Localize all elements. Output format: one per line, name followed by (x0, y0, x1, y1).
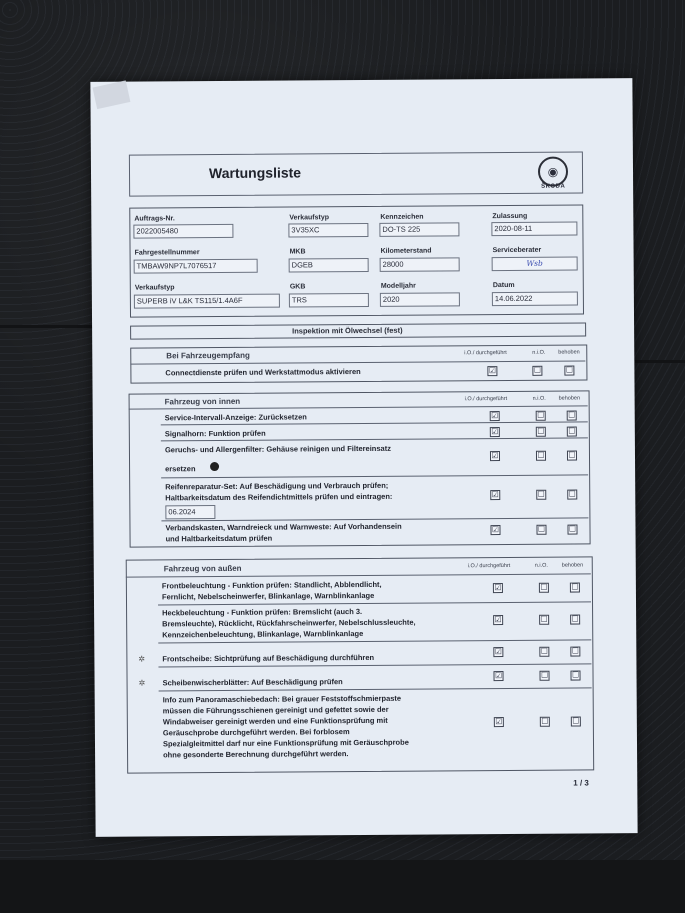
col-fixed-header: behoben (558, 349, 580, 356)
checkbox-nio[interactable]: ☐ (541, 716, 549, 726)
checkbox-fixed[interactable]: ☐ (565, 365, 574, 375)
row-scheibenwischer: Scheibenwischerblätter: Auf Beschädigung prüfen (162, 677, 343, 688)
checkbox-done-checked[interactable]: ☑ (491, 490, 499, 500)
row-panorama-cont4: Spezialgleitmittel darf nur eine Funktionsprüfung mit Geräuschprobe (162, 737, 409, 749)
gkb-label: GKB (289, 283, 306, 291)
row-service-intervall: Service-Intervall-Anzeige: Zurücksetzen (164, 412, 307, 423)
checkbox-fixed[interactable]: ☐ (571, 646, 579, 656)
section-empfang-title: Bei Fahrzeugempfang (166, 350, 250, 361)
maintenance-sheet (90, 78, 637, 837)
bullet-icon: ✲ (138, 678, 146, 688)
auftrag-value: 2022005480 (133, 224, 233, 239)
kennzeichen-label: Kennzeichen (380, 213, 424, 221)
tape (92, 80, 130, 109)
bullet-icon: ✲ (138, 654, 146, 664)
checkbox-nio[interactable]: ☐ (540, 614, 548, 624)
checkbox-nio[interactable]: ☐ (537, 410, 545, 420)
row-frontbeleuchtung: Frontbeleuchtung - Funktion prüfen: Standlicht, Abblendlicht, (161, 579, 382, 591)
km-label: Kilometerstand (380, 247, 432, 255)
checkbox-done-checked[interactable]: ☑ (494, 615, 502, 625)
row-heckbeleuchtung: Heckbeleuchtung - Funktion prüfen: Bremslicht (auch 3. (162, 607, 363, 618)
fgst-value: TMBAW9NP7L7076517 (134, 259, 258, 274)
seat-seam (635, 360, 685, 363)
ink-dot (210, 462, 219, 471)
tire-sealant-date: 06.2024 (165, 505, 215, 519)
checkbox-done-checked[interactable]: ☑ (491, 427, 499, 437)
gkb-value: TRS (289, 293, 369, 308)
col-done-header: i.O./ durchgeführt (464, 395, 508, 403)
checkbox-nio[interactable]: ☐ (533, 365, 542, 375)
datum-value: 14.06.2022 (492, 292, 578, 307)
section-aussen-title: Fahrzeug von außen (163, 563, 242, 574)
checkbox-done-checked[interactable]: ☑ (488, 366, 497, 376)
page-title: Wartungsliste (208, 164, 302, 182)
row-heckbeleuchtung-cont2: Kennzeichenbeleuchtung, Blinkanlage, Warnblinkanlage (162, 629, 364, 640)
verkaufstyp2-label: Verkaufstyp (134, 284, 175, 292)
col-nio-header: n.i.O. (534, 562, 548, 569)
row-connectdienste: Connectdienste prüfen und Werkstattmodus aktivieren (165, 367, 361, 378)
checkbox-done-checked[interactable]: ☑ (494, 647, 502, 657)
row-panorama-cont1: müssen die Führungsschienen gereinigt und gefettet sowie der (162, 704, 389, 716)
row-frontbeleuchtung-cont: Fernlicht, Nebelscheinwerfer, Blinkanlage, Warnblinkanlage (161, 590, 375, 602)
row-verbandskasten-cont: und Haltbarkeitsdatum prüfen (165, 533, 273, 544)
row-panorama-cont2: Windabweiser gereinigt werden und eine Funktionsprüfung mit (162, 715, 388, 727)
row-signalhorn: Signalhorn: Funktion prüfen (164, 428, 266, 439)
row-verbandskasten: Verbandskasten, Warndreieck und Warnweste: Auf Vorhandensein (165, 521, 402, 533)
seat-seam (0, 860, 685, 913)
row-panorama-cont5: ohne gesonderte Berechnung durchgeführt werden. (163, 749, 349, 760)
km-value: 28000 (380, 257, 460, 272)
checkbox-fixed[interactable]: ☐ (572, 716, 580, 726)
checkbox-fixed[interactable]: ☐ (568, 426, 576, 436)
col-nio-header: n.i.O. (532, 349, 546, 356)
row-heckbeleuchtung-cont1: Bremsleuchte), Rücklicht, Rückfahrscheinwerfer, Nebelschlussleuchte, (162, 617, 416, 629)
fgst-label: Fahrgestellnummer (134, 249, 200, 257)
verkaufstyp-value: 3V35XC (288, 223, 368, 238)
header-box (129, 151, 583, 196)
checkbox-done-checked[interactable]: ☑ (494, 583, 502, 593)
kennzeichen-value: DO-TS 225 (379, 222, 459, 237)
row-reifenreparatur-cont: Haltbarkeitsdatum des Reifendichtmittels prüfen und eintragen: (165, 491, 393, 503)
checkbox-done-checked[interactable]: ☑ (494, 671, 503, 681)
checkbox-nio[interactable]: ☐ (537, 450, 545, 460)
checkbox-fixed[interactable]: ☐ (568, 450, 576, 460)
page-number: 1 / 3 (573, 778, 589, 788)
row-panorama: Info zum Panoramaschiebedach: Bei grauer Feststoffschmierpaste (162, 693, 402, 705)
auftrag-label: Auftrags-Nr. (134, 215, 175, 223)
section-innen-title: Fahrzeug von innen (164, 396, 241, 407)
col-fixed-header: behoben (561, 562, 584, 569)
checkbox-nio[interactable]: ☐ (537, 524, 546, 534)
checkbox-done-checked[interactable]: ☑ (491, 525, 500, 535)
col-done-header: i.O./ durchgeführt (467, 562, 511, 570)
berater-signature: Wsb (492, 257, 578, 272)
mkb-label: MKB (289, 248, 306, 256)
skoda-logo-icon: ◉ (538, 157, 568, 187)
zulassung-value: 2020-08-11 (491, 222, 577, 237)
checkbox-fixed[interactable]: ☐ (571, 614, 579, 624)
checkbox-done-checked[interactable]: ☑ (491, 411, 499, 421)
checkbox-nio[interactable]: ☐ (537, 489, 545, 499)
checkbox-fixed[interactable]: ☐ (571, 670, 580, 680)
verkaufstyp-label: Verkaufstyp (289, 214, 330, 222)
checkbox-nio[interactable]: ☐ (540, 670, 549, 680)
verkaufstyp2-value: SUPERB iV L&K TS115/1.4A6F (134, 294, 280, 309)
col-nio-header: n.i.O. (532, 395, 546, 402)
checkbox-nio[interactable]: ☐ (540, 582, 548, 592)
checkbox-fixed[interactable]: ☐ (568, 524, 577, 534)
row-reifenreparatur: Reifenreparatur-Set: Auf Beschädigung und Verbrauch prüfen; (165, 480, 389, 492)
berater-label: Serviceberater (492, 246, 542, 255)
modelljahr-label: Modelljahr (380, 282, 416, 290)
checkbox-done-checked[interactable]: ☑ (495, 717, 503, 727)
seat-seam (0, 325, 93, 328)
checkbox-fixed[interactable]: ☐ (568, 489, 576, 499)
row-panorama-cont3: Geräuschprobe durchgeführt werden. Bei forblosem (162, 727, 350, 738)
col-fixed-header: behoben (558, 395, 581, 402)
checkbox-fixed[interactable]: ☐ (568, 410, 576, 420)
inspection-title: Inspektion mit Ölwechsel (fest) (292, 325, 403, 336)
row-filter: Geruchs- und Allergenfilter: Gehäuse reinigen und Filtereinsatz (164, 443, 391, 455)
modelljahr-value: 2020 (380, 292, 460, 307)
brand-name: ŠKODA (541, 183, 566, 190)
checkbox-fixed[interactable]: ☐ (571, 582, 579, 592)
checkbox-nio[interactable]: ☐ (540, 646, 548, 656)
row-filter-cont: ersetzen (165, 464, 196, 474)
row-frontscheibe: Frontscheibe: Sichtprüfung auf Beschädigung durchführen (162, 652, 375, 664)
checkbox-done-checked[interactable]: ☑ (491, 451, 499, 461)
datum-label: Datum (492, 281, 515, 290)
col-done-header: i.O./ durchgeführt (464, 350, 507, 357)
mkb-value: DGEB (289, 258, 369, 273)
zulassung-label: Zulassung (492, 212, 528, 221)
checkbox-nio[interactable]: ☐ (537, 426, 545, 436)
